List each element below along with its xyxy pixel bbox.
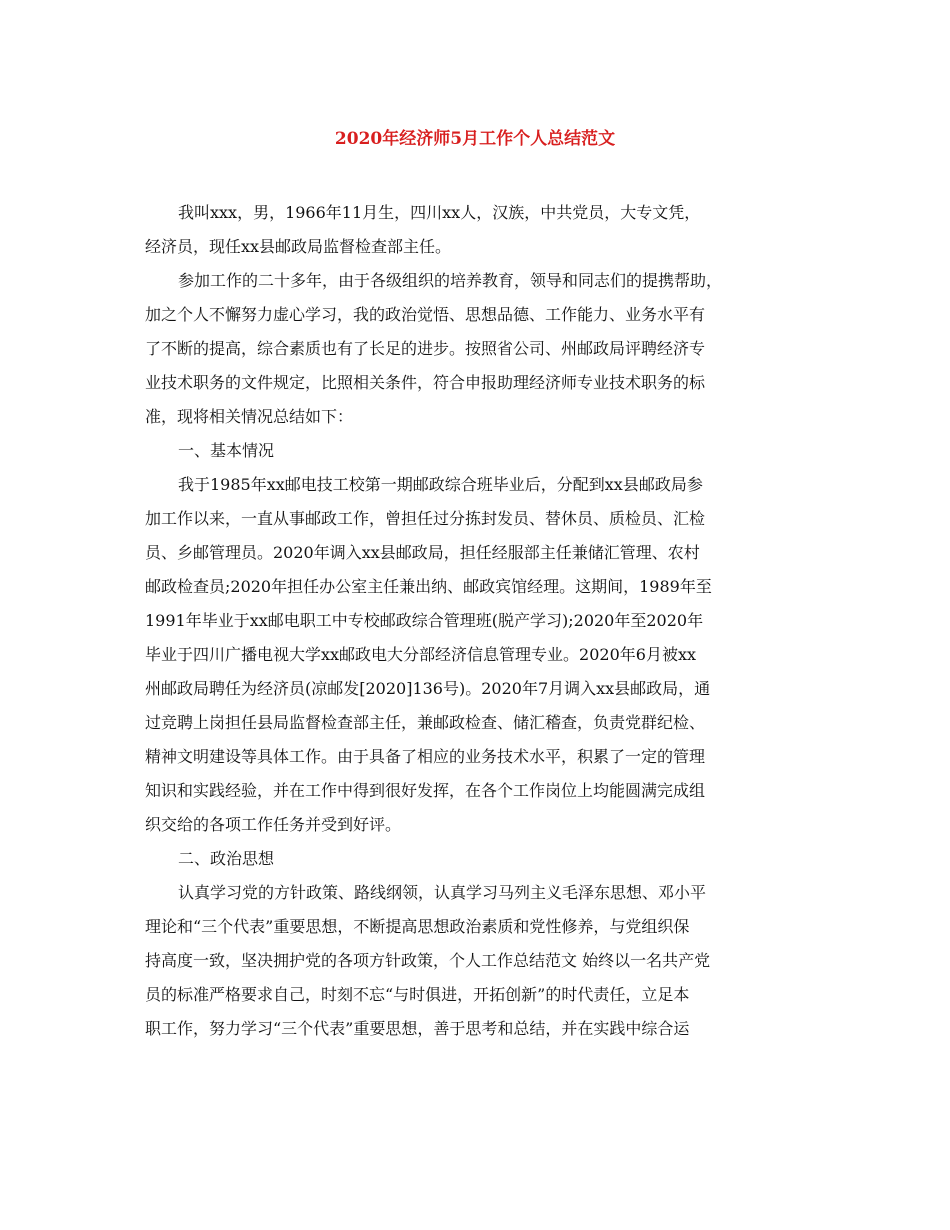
text-line: 理论和“三个代表”重要思想，不断提高思想政治素质和党性修养，与党组织保 [145, 917, 690, 936]
text-line: 认真学习党的方针政策、路线纲领，认真学习马列主义毛泽东思想、邓小平 [178, 883, 707, 902]
text-line: 持高度一致，坚决拥护党的各项方针政策，个人工作总结范文 始终以一名共产党 [145, 951, 711, 970]
text-line: 一、基本情况 [178, 441, 275, 460]
text-line: 参加工作的二十多年，由于各级组织的培养教育，领导和同志们的提携帮助， [178, 271, 723, 290]
document-title: 2020年经济师5月工作个人总结范文 [334, 129, 616, 149]
text-line: 准，现将相关情况总结如下： [145, 407, 354, 426]
text-line: 知识和实践经验，并在工作中得到很好发挥，在各个工作岗位上均能圆满完成组 [145, 781, 706, 800]
text-line: 我叫xxx，男，1966年11月生，四川xx人，汉族，中共党员，大专文凭， [178, 203, 701, 222]
text-line: 职工作，努力学习“三个代表”重要思想，善于思考和总结，并在实践中综合运 [145, 1019, 690, 1038]
text-line: 了不断的提高，综合素质也有了长足的进步。按照省公司、州邮政局评聘经济专 [145, 339, 706, 358]
text-line: 加之个人不懈努力虚心学习，我的政治觉悟、思想品德、工作能力、业务水平有 [145, 305, 706, 324]
text-line: 经济员，现任xx县邮政局监督检查部主任。 [145, 237, 452, 256]
document-body [145, 196, 805, 1046]
text-line: 织交给的各项工作任务并受到好评。 [145, 815, 402, 834]
text-line: 二、政治思想 [178, 849, 275, 868]
text-line: 加工作以来，一直从事邮政工作，曾担任过分拣封发员、替休员、质检员、汇检 [145, 509, 706, 528]
text-line: 邮政检查员;2020年担任办公室主任兼出纳、邮政宾馆经理。这期间，1989年至 [145, 577, 712, 596]
text-line: 过竞聘上岗担任县局监督检查部主任，兼邮政检查、储汇稽查，负责党群纪检、 [145, 713, 706, 732]
text-line: 毕业于四川广播电视大学xx邮政电大分部经济信息管理专业。2020年6月被xx [145, 645, 696, 664]
text-line: 州邮政局聘任为经济员(凉邮发[2020]136号)。2020年7月调入xx县邮政局，通 [145, 679, 711, 698]
text-line: 员、乡邮管理员。2020年调入xx县邮政局，担任经服部主任兼储汇管理、农村 [145, 543, 700, 562]
text-line: 1991年毕业于xx邮电职工中专校邮政综合管理班(脱产学习);2020年至2020年 [145, 611, 704, 630]
text-line: 我于1985年xx邮电技工校第一期邮政综合班毕业后，分配到xx县邮政局参 [178, 475, 703, 494]
text-line: 业技术职务的文件规定，比照相关条件，符合申报助理经济师专业技术职务的标 [145, 373, 706, 392]
text-line: 员的标准严格要求自己，时刻不忘“与时俱进，开拓创新”的时代责任，立足本 [145, 985, 690, 1004]
text-line: 精神文明建设等具体工作。由于具备了相应的业务技术水平，积累了一定的管理 [145, 747, 706, 766]
